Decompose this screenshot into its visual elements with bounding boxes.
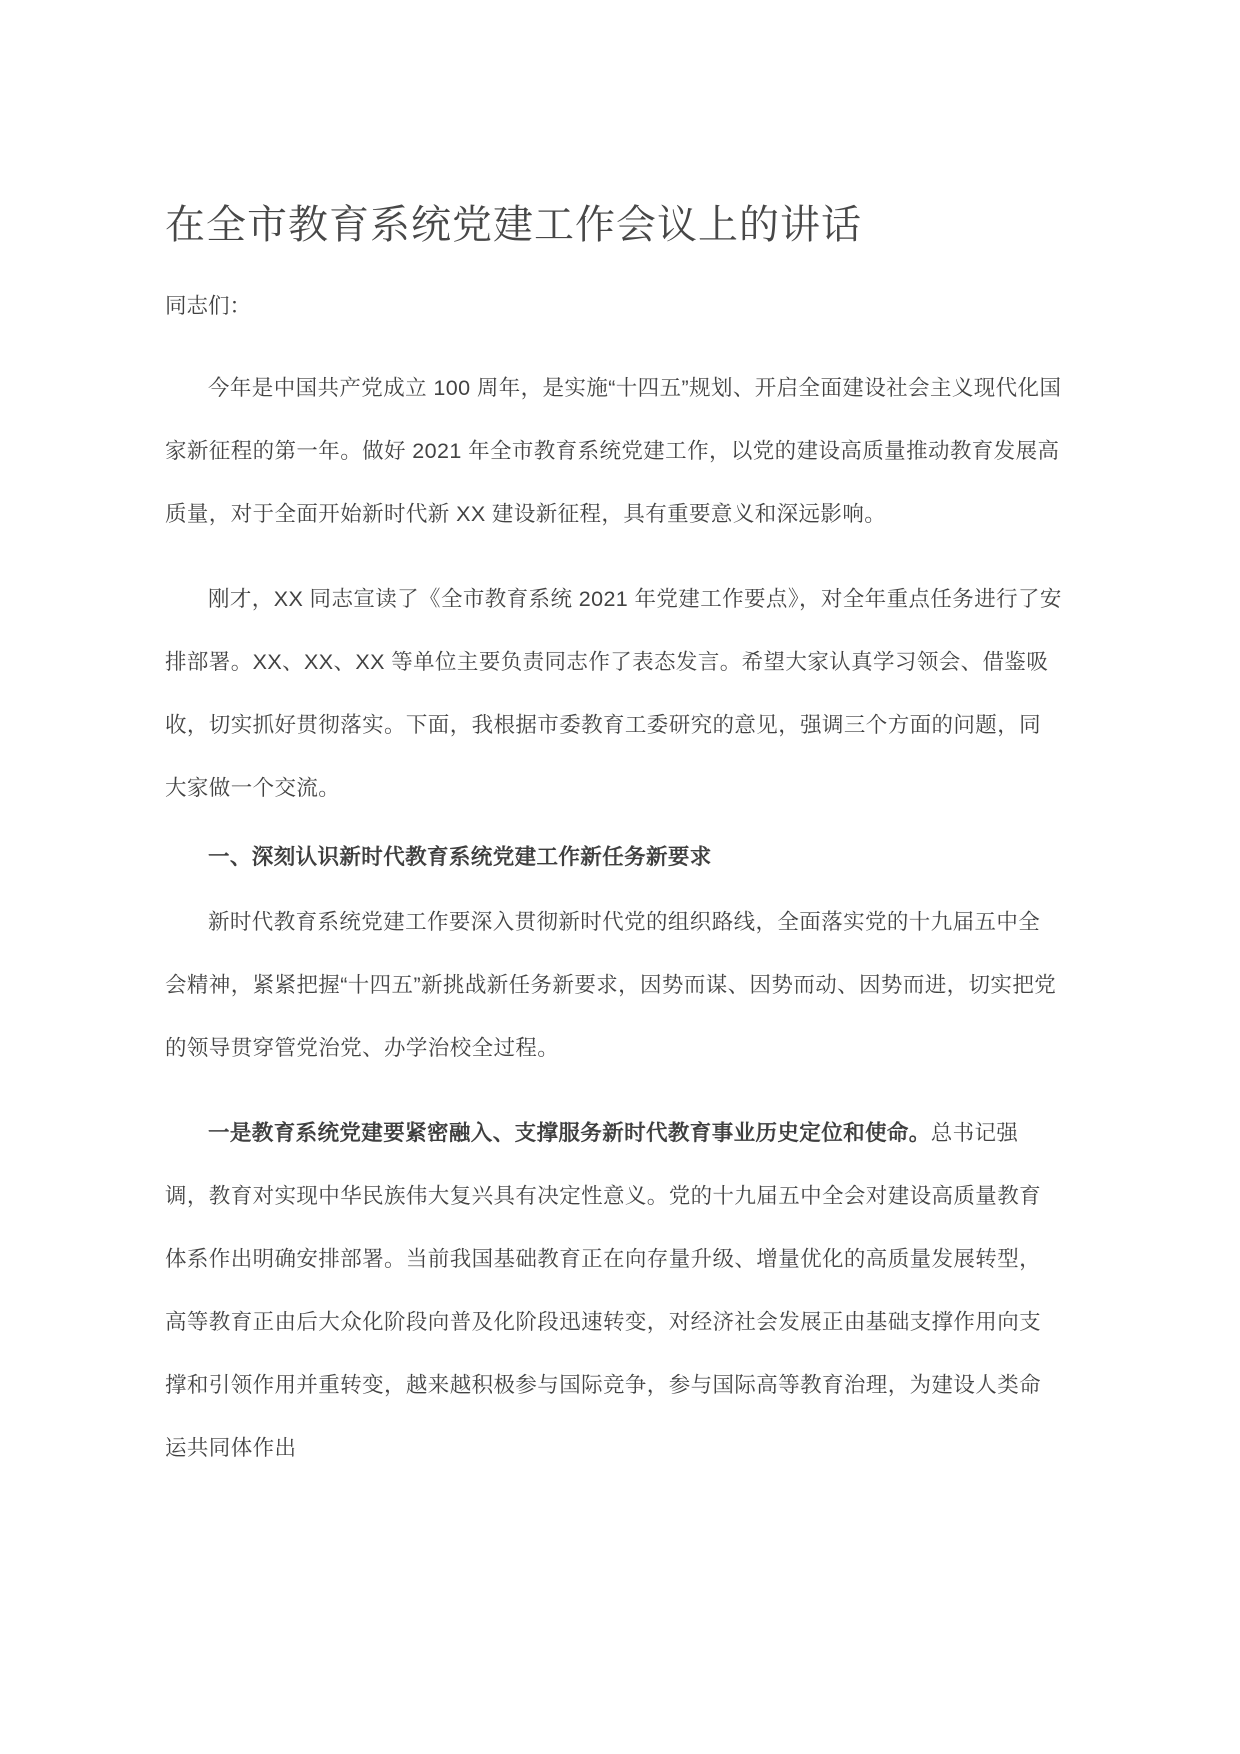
page-title: 在全市教育系统党建工作会议上的讲话 (165, 203, 862, 247)
paragraph-2: 刚才，XX 同志宣读了《全市教育系统 2021 年党建工作要点》，对全年重点任务进行了安排部署。XX、XX、XX 等单位主要负责同志作了表态发言。希望大家认真学习领会、借鉴吸收，切实抓好贯彻落实。下面，我根据市委教育工委研究的意见，强调三个方面的问题，同大家做一个交流。 (165, 587, 1062, 800)
paragraph-1: 今年是中国共产党成立 100 周年，是实施“十四五”规划、开启全面建设社会主义现代化国家新征程的第一年。做好 2021 年全市教育系统党建工作，以党的建设高质量推动教育发展高质量，对于全面开始新时代新 XX 建设新征程，具有重要意义和深远影响。 (165, 376, 1062, 526)
section-heading-1: 一、深刻认识新时代教育系统党建工作新任务新要求 (208, 845, 712, 869)
paragraph-4-body: 总书记强调，教育对实现中华民族伟大复兴具有决定性意义。党的十九届五中全会对建设高质量教育体系作出明确安排部署。当前我国基础教育正在向存量升级、增量优化的高质量发展转型，高等教育正由后大众化阶段向普及化阶段迅速转变，对经济社会发展正由基础支撑作用向支撑和引领作用并重转变，越来越积极参与国际竞争，参与国际高等教育治理，为建设人类命运共同体作出 (165, 1121, 1042, 1460)
salutation: 同志们： (165, 294, 252, 318)
paragraph-4-bold-lead: 一是教育系统党建要紧密融入、支撑服务新时代教育事业历史定位和使命。 (208, 1121, 931, 1145)
paragraph-3: 新时代教育系统党建工作要深入贯彻新时代党的组织路线，全面落实党的十九届五中全会精神，紧紧把握“十四五”新挑战新任务新要求，因势而谋、因势而动、因势而进，切实把党的领导贯穿管党治党、办学治校全过程。 (165, 910, 1057, 1060)
paragraph-4 (165, 1102, 1062, 1480)
